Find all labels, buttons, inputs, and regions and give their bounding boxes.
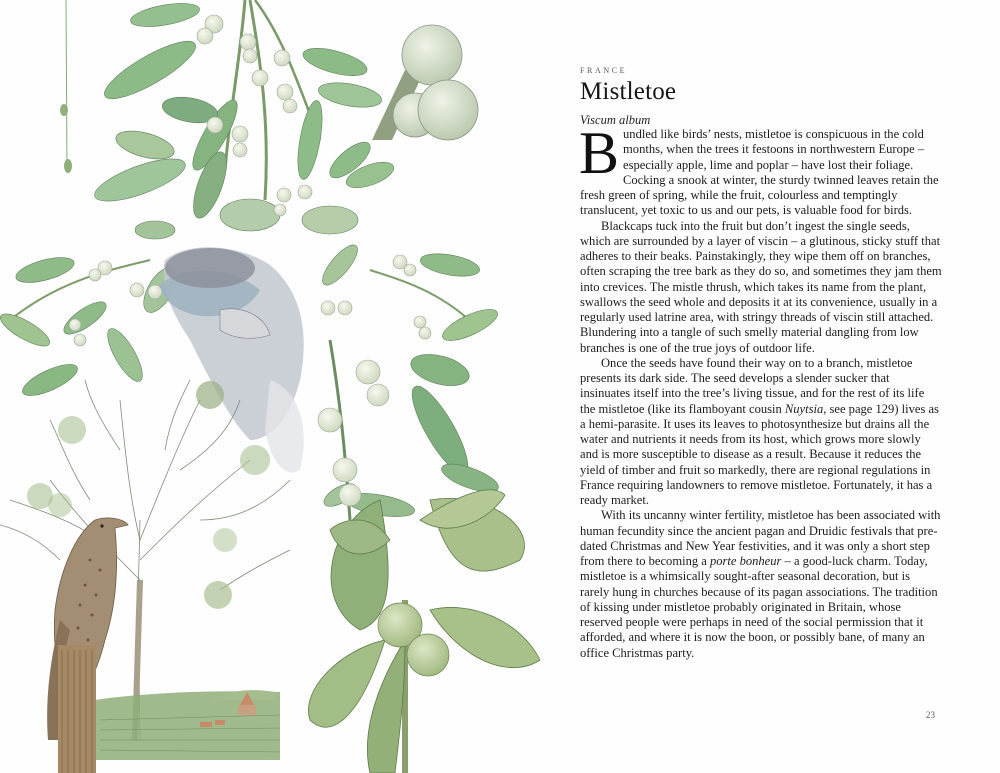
text-page [580, 0, 980, 773]
paragraph-1: Bundled like birds’ nests, mistletoe is conspicuous in the cold months, when the trees it festoons in northwestern Europe – especially apple, lime and poplar – have lost their foliage. Cocking a snook at winter, the sturdy twinned leaves retain the fresh green of spring, while the fruit, colourless and temptingly translucent, yet toxic to us and our pets, is valuable food for birds. [579, 120, 939, 218]
page-title: Mistletoe [580, 78, 677, 105]
italic-term: porte bonheur [709, 554, 782, 568]
countryside-landscape [95, 690, 280, 760]
hanging-sprig [60, 0, 72, 173]
wooden-post [58, 645, 96, 773]
paragraph-2: Blackcaps tuck into the fruit but don’t ingest the single seeds, which are surrounded by a layer of viscin – a glutinous, sticky stuff that adheres to their beaks. Painstakingly, they wipe them off on branches, often scraping the tree bark as they do so, and sometimes they jam them into crevices. The mistle thrush, which takes its name from the plant, swallows the seed whole and deposits it at its convenience, usually in a regularly used latrine area, with stringy threads of viscin still attached. Blundering into a tangle of such smelly material dangling from low branches is one of the true joys of outdoor life. [580, 218, 942, 355]
embracing-figure [160, 247, 304, 472]
region-label: FRANCE [580, 66, 628, 75]
mistletoe-bunch-top [90, 0, 397, 239]
page-number: 23 [926, 710, 935, 720]
drop-cap: B [579, 120, 620, 186]
italic-term: Nuytsia [784, 401, 824, 416]
berry-closeup [372, 25, 478, 140]
mistletoe-sprig-large [308, 490, 540, 773]
paragraph-3: Once the seeds have found their way on to a branch, mistletoe presents its dark side. The seed develops a slender sucker that insinuates itself into the tree’s living tissue, and for the rest of its life the mistletoe (like its flamboyant cousin Nuytsia, see page 129) lives as a hemi-parasite. It uses its leaves to photosynthesize but drains all the water and nutrients it needs from its host, which grows more slowly and is more susceptible to disease as a result. Because it reduces the yield of timber and fruit so markedly, there are regional regulations in France requiring landowners to remove mistletoe. Fortunately, it has a ready market. [580, 355, 939, 507]
paragraph-4: With its uncanny winter fertility, mistletoe has been associated with human fecundity since the ancient pagan and Druidic festivals that pre-dated Christmas and New Year festivities, and it was only a short step from there to becoming a porte bonheur – a good-luck charm. Today, mistletoe is a whimsically sought-after seasonal decoration, but is rarely hung in churches because of its pagan associations. The tradition of kissing under mistletoe probably originated in Britain, whose reserved people were perhaps in need of the social permission that it afforded, and where it is now the boon, or possibly bane, of many an office Christmas party. [580, 508, 941, 660]
latin-name: Viscum album [580, 113, 651, 127]
